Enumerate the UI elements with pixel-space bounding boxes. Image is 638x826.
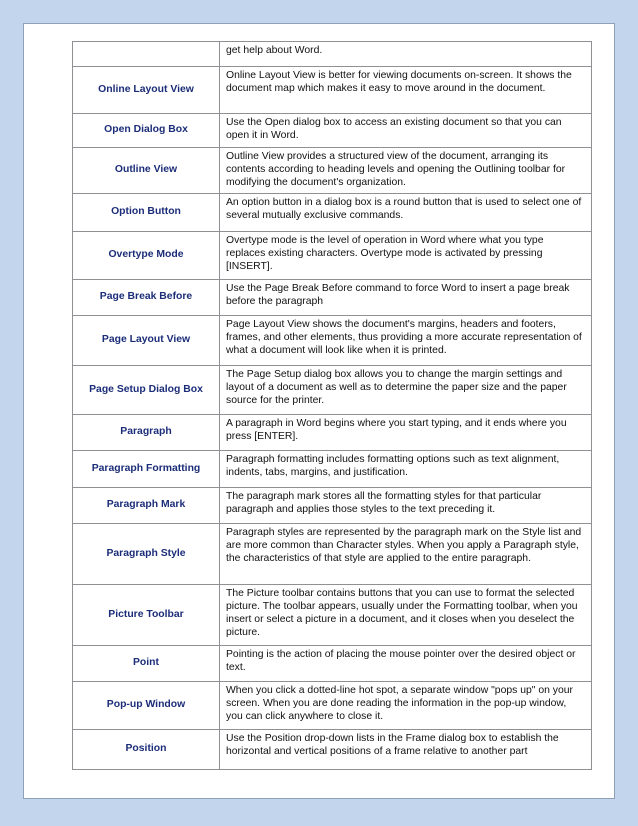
definition-cell: An option button in a dialog box is a round button that is used to select one of several mutually exclusive commands. — [220, 194, 592, 232]
term-cell: Option Button — [73, 194, 220, 232]
definition-cell: Online Layout View is better for viewing documents on-screen. It shows the document map which makes it easy to move around in the document. — [220, 67, 592, 114]
definition-cell: When you click a dotted-line hot spot, a separate window "pops up" on your screen. When you are done reading the information in the pop-up window, you can click anywhere to close it. — [220, 682, 592, 730]
definition-cell: The paragraph mark stores all the formatting styles for that particular paragraph and applies those styles to the text preceding it. — [220, 488, 592, 524]
table-row — [73, 682, 592, 730]
table-row — [73, 646, 592, 682]
term-cell: Page Layout View — [73, 316, 220, 366]
definition-cell: Pointing is the action of placing the mouse pointer over the desired object or text. — [220, 646, 592, 682]
term-cell: Point — [73, 646, 220, 682]
definition-cell: The Picture toolbar contains buttons that you can use to format the selected picture. The toolbar appears, usually under the Formatting toolbar, when you insert or select a picture in a document, and it closes when you deselect the picture. — [220, 585, 592, 646]
term-cell: Outline View — [73, 148, 220, 194]
table-row — [73, 451, 592, 488]
table-row — [73, 488, 592, 524]
term-cell: Open Dialog Box — [73, 114, 220, 148]
term-cell: Online Layout View — [73, 67, 220, 114]
term-cell: Page Setup Dialog Box — [73, 366, 220, 415]
table-row — [73, 524, 592, 585]
definition-cell: Use the Position drop-down lists in the Frame dialog box to establish the horizontal and vertical positions of a frame relative to another part — [220, 730, 592, 770]
table-row — [73, 366, 592, 415]
term-cell: Position — [73, 730, 220, 770]
table-row — [73, 232, 592, 280]
term-cell: Paragraph — [73, 415, 220, 451]
definition-cell: Outline View provides a structured view of the document, arranging its contents according to heading levels and opening the Outlining toolbar for modifying the document's organization. — [220, 148, 592, 194]
term-cell: Paragraph Style — [73, 524, 220, 585]
document-page — [23, 23, 615, 799]
definition-cell: Paragraph formatting includes formatting options such as text alignment, indents, tabs, margins, and justification. — [220, 451, 592, 488]
term-cell: Paragraph Formatting — [73, 451, 220, 488]
table-row — [73, 280, 592, 316]
definition-cell: Paragraph styles are represented by the paragraph mark on the Style list and are more common than Character styles. When you apply a Paragraph style, the characteristics of that style are applied to the entire paragraph. — [220, 524, 592, 585]
table-row — [73, 148, 592, 194]
table-row — [73, 194, 592, 232]
definition-cell: Overtype mode is the level of operation in Word where what you type replaces existing characters. Overtype mode is activated by pressing [INSERT]. — [220, 232, 592, 280]
definition-cell: The Page Setup dialog box allows you to change the margin settings and layout of a document as well as to determine the paper size and the paper source for the printer. — [220, 366, 592, 415]
table-row — [73, 585, 592, 646]
table-row — [73, 114, 592, 148]
definition-cell: Use the Page Break Before command to force Word to insert a page break before the paragraph — [220, 280, 592, 316]
table-row — [73, 67, 592, 114]
term-cell: Page Break Before — [73, 280, 220, 316]
definition-cell: Use the Open dialog box to access an existing document so that you can open it in Word. — [220, 114, 592, 148]
term-cell: Picture Toolbar — [73, 585, 220, 646]
term-cell: Overtype Mode — [73, 232, 220, 280]
definition-cell: A paragraph in Word begins where you start typing, and it ends where you press [ENTER]. — [220, 415, 592, 451]
definition-cell: Page Layout View shows the document's margins, headers and footers, frames, and other elements, thus providing a more accurate representation of what a document will look like when it is printed. — [220, 316, 592, 366]
term-cell: Pop-up Window — [73, 682, 220, 730]
glossary-table — [72, 41, 592, 770]
definition-cell: get help about Word. — [220, 42, 592, 67]
table-row — [73, 316, 592, 366]
term-cell — [73, 42, 220, 67]
table-row — [73, 415, 592, 451]
table-row — [73, 42, 592, 67]
table-row — [73, 730, 592, 770]
term-cell: Paragraph Mark — [73, 488, 220, 524]
